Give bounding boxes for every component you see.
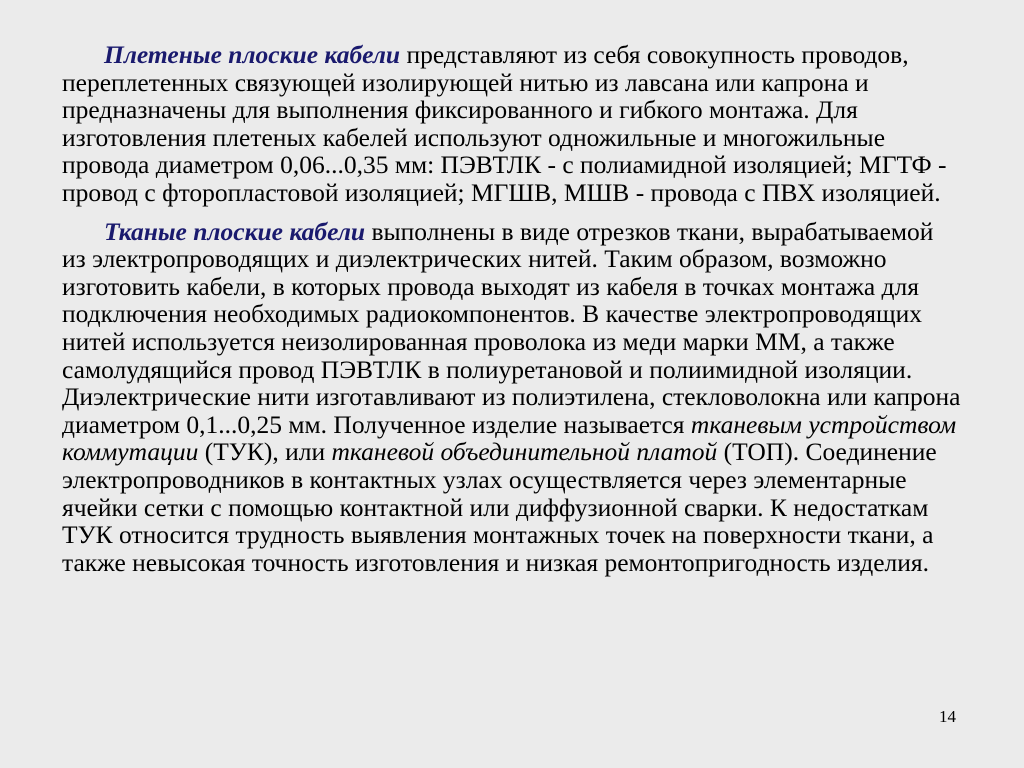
paragraph-woven-text-1: выполнены в виде отрезков ткани, вырабатываемой из электропроводящих и диэлектрических нитей. Таким образом, возможно изготовить кабели, в которых провода выходят из кабеля в точках монтажа для подключения необходимых радиокомпонентов. В качестве электропроводящих нитей используется неизолированная проволока из меди марки ММ, а также самолудящийся провод ПЭВТЛК в полиуретановой и полиимидной изоляции. Диэлектрические нити изготавливают из полиэтилена, стекловолокна или капрона диаметром 0,1...0,25 мм. Полученное изделие называется	[62, 216, 961, 439]
paragraph-braided-text: представляют из себя совокупность проводов, переплетенных связующей изолирующей нитью из лавсана или капрона и предназначены для выполнения фиксированного и гибкого монтажа. Для изготовления плетеных кабелей используют одножильные и многожильные провода диаметром 0,06...0,35 мм: ПЭВТЛК - с полиамидной изоляцией; МГТФ - провод с фторопластовой изоляцией; МГШВ, МШВ - провода с ПВХ изоляцией.	[62, 40, 947, 207]
paragraph-woven-text-2: (ТУК), или	[198, 437, 332, 467]
paragraph-woven-cables	[62, 218, 962, 577]
slide-body	[62, 41, 962, 576]
term-woven-flat-cables: Тканые плоские кабели	[104, 216, 366, 246]
page-number: 14	[939, 707, 956, 726]
term-tuk-italic: тканевым устройством коммутации	[62, 409, 957, 467]
paragraph-woven-text-3: (ТОП). Соединение электропроводников в контактных узлах осуществляется через элементарные ячейки сетки с помощью контактной или диффузионной сварки. К недостаткам ТУК относится трудность выявления монтажных точек на поверхности ткани, а также невысокая точность изготовления и низкая ремонтопригодность изделия.	[62, 437, 937, 577]
term-top-italic: тканевой объединительной платой	[331, 437, 718, 467]
term-braided-flat-cables: Плетеные плоские кабели	[104, 40, 401, 69]
paragraph-braided-cables	[62, 41, 962, 207]
